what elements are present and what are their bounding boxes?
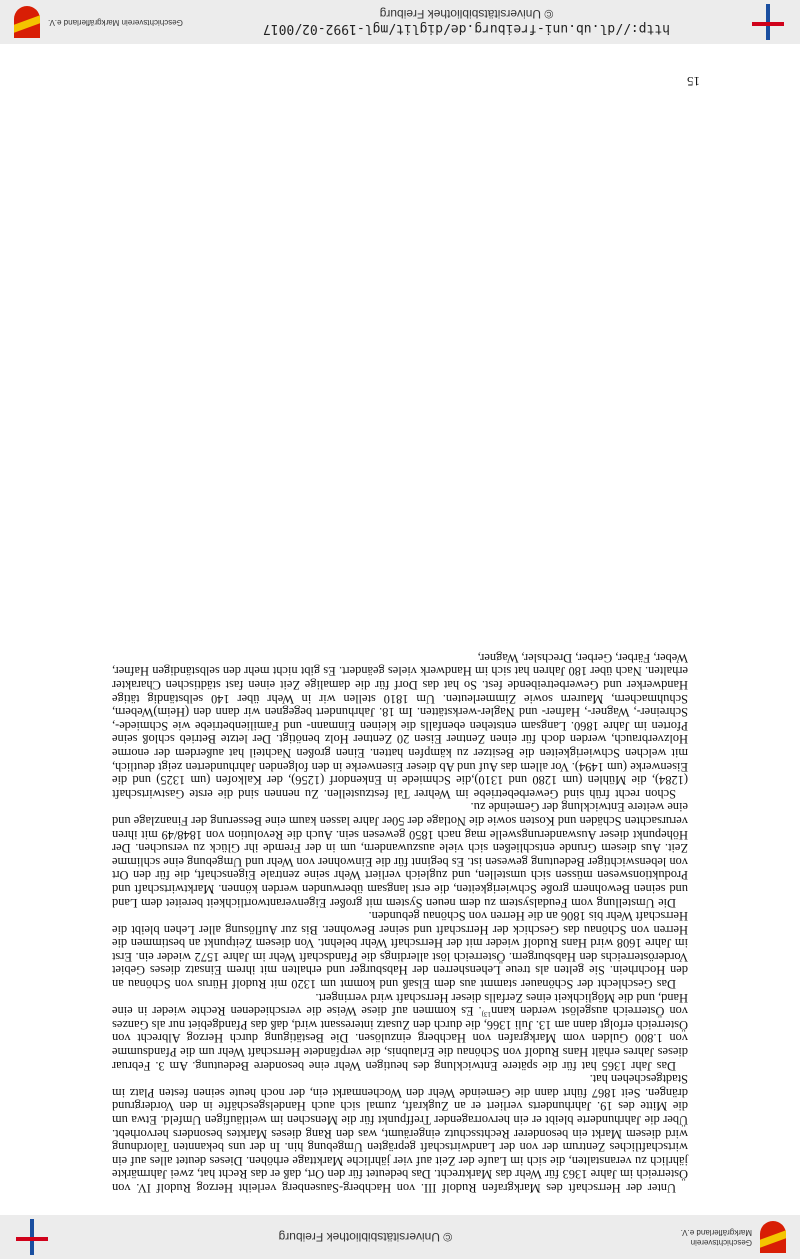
society-logo[interactable] bbox=[681, 1221, 786, 1253]
paragraph-5: Schon recht früh sind Gewerbebetriebe im Wehrer Tal festzustellen. Zu nennen sind die erste Gastwirtschaft (1284), die Mühlen (um 1280 und 1310),die Schmiede in Enkendorf (1256), der Kalkofen (um 1325) und die Eisenwerke (um 1494). Vor allem das Auf und Ab dieser Eisenwerke in den folgenden Jahrhunderten zeigt deutlich, mit welchen Schwierigkeiten die Besitzer zu kämpfen hatten. Einen großen Nachteil hat außerdem der enorme Holzverbrauch, werden doch für einen Zentner Eisen 20 Zentner Holz benötigt. Der letzte Betrieb schloß seine Pforten im Jahre 1860. Langsam entstehen ebenfalls die kleinen Einmann- und Familienbetriebe wie Schmiede-, Schreiner-, Wagner-, Hafner- und Nagler-werkstätten. Im 18. Jahrhundert begegnen wir dann den (Heim)Webern, Schuhmachern, Maurern sowie Zimmerleuten. Um 1810 stellen wir in Wehr über 140 selbständig tätige Handwerker und Gewerbetreibende fest. So hat das Dorf für die damalige Zeit einen fast städtischen Charakter erhalten. Nach über 180 Jahren hat sich im Handwerk vieles geändert. Es gibt nicht mehr den selbständigen Hafner, Weber, Färber, Gerber, Drechsler, Wagner, bbox=[112, 650, 688, 801]
page-number: 15 bbox=[687, 74, 700, 89]
footer-library-credit: © Universitätsbibliothek Freiburg bbox=[379, 7, 554, 22]
society-name bbox=[681, 1227, 752, 1247]
paragraph-4: Die Umstellung vom Feudalsystem zu dem neuen System mit großer Eigenverantwortlichkeit bereitet dem Land und seinen Bewohnern große Schwierigkeiten, die erst langsam überwunden werden können. Marktwirtschaft und Produktionswesen müssen sich umstellen, und zugleich verliert Wehr seine zentrale Eigenschaft, die für den Ort von lebenswichtiger Bedeutung gewesen ist. Es beginnt für die Einwohner von Wehr und Umgebung eine schlimme Zeit. Aus diesem Grunde entschließen sich viele auszuwandern, um in der Fremde ihr Glück zu versuchen. Der Höhepunkt dieser Auswanderungswelle mag nach 1850 gewesen sein. Auch die Revolution von 1848/49 mit ihren verursachten Schäden und Kosten sowie die Notlage der 50er Jahre lassen kaum eine Besserung der Finanzlage und eine weitere Entwicklung der Gemeinde zu. bbox=[112, 800, 688, 910]
article-body bbox=[112, 650, 688, 1194]
society-name-line-2: Markgräflerland e.V. bbox=[680, 1228, 752, 1237]
library-credit: © Universitätsbibliothek Freiburg bbox=[278, 1230, 453, 1244]
coat-of-arms-icon bbox=[760, 1221, 786, 1253]
paragraph-1: Unter der Herrschaft des Markgrafen Rudolf III. von Hachberg-Sausenberg verleiht Herzog Rudolf IV. von Österreich im Jahre 1363 für Wehr das Marktrecht. Das bedeutet für den Ort, daß er das Recht hat, zwei Jahrmärkte jährlich zu veranstalten, die sich im Laufe der Zeit auf vier jährliche Markttage erhöhen. Dieses deutet alles auf ein wirtschaftliches Zentrum der von der Landwirtschaft geprägten Umgebung hin. In der uns bekannten Talordnung wird diesem Markt ein besonderer Rechtsschutz eingeräumt, was den Rang dieses Marktes besonders hervorhebt. Über die Jahrhunderte bleibt er ein hervorragender Treffpunkt für die Menschen im weitläufigen Umfeld. Etwa um die Mitte des 19. Jahrhunderts verliert er an Zugkraft, zumal sich auch Handelsgeschäfte in den Vordergrund drängen. Seit 1867 führt dann die Gemeinde Wehr den Wochenmarkt ein, der noch heute seinen festen Platz im Stadtgeschehen hat. bbox=[112, 1072, 688, 1195]
footer-society-logo[interactable] bbox=[14, 6, 183, 38]
university-logo-icon[interactable] bbox=[750, 4, 786, 40]
paragraph-2 bbox=[112, 990, 688, 1072]
viewer-footer bbox=[0, 0, 800, 44]
footer-society-name: Geschichtsverein Markgräflerland e.V. bbox=[48, 18, 183, 27]
footnote-marker: 13) bbox=[481, 1010, 491, 1019]
paragraph-2-text: Das Jahr 1365 hat für die spätere Entwicklung des heutigen Wehr eine besondere Bedeutung. Am 3. Februar dieses Jahres erhält Hans Rudolf von Schönau die Erlaubnis, die verpfändete Herrschaft Wehr um die Pfandsumme von 1.800 Gulden vom Markgrafen von Hachberg einzulösen. Die Bestätigung durch Herzog Albrecht von Österreich erfolgt dann am 13. Juli 1366, die durch den Zusatz interessant wird, daß das Pfandgebiet nur als Ganzes von Österreich ausgelöst werden kann bbox=[112, 1004, 688, 1073]
document-url[interactable]: http://dl.ub.uni-freiburg.de/diglit/mgl-1992-02/0017 bbox=[262, 21, 670, 37]
paragraph-2-tail: . Es kommen auf diese Weise die verschiedenen Rechte wieder in eine Hand, und die Möglichkeit eines Zerfalls dieser Herrschaft wird verringert. bbox=[112, 990, 688, 1019]
university-logo-icon[interactable] bbox=[14, 1219, 50, 1255]
paragraph-3: Das Geschlecht der Schönauer stammt aus dem Elsaß und kommt um 1320 mit Rudolf Hürus von Schönau an den Hochrhein. Sie gelten als treue Lehensherren der Habsburger und erhalten mit ihrem Einsatz dieses Gebiet Vorderösterreichs den Habsburgern. Österreich löst allerdings die Pfandschaft Wehr im Jahre 1572 wieder ein. Erst im Jahre 1608 wird Hans Rudolf wieder mit der Herrschaft Wehr belehnt. Von diesem Zeitpunkt an bestimmen die Herren von Schönau das Geschick der Herrschaft und seiner Bewohner. Bis zur Auflösung aller Lehen bleibt die Herrschaft Wehr bis 1806 an die Herren von Schönau gebunden. bbox=[112, 909, 688, 992]
viewer-header bbox=[0, 1215, 800, 1259]
society-name-line-1: Geschichtsverein bbox=[690, 1238, 752, 1247]
coat-of-arms-icon bbox=[14, 6, 40, 38]
